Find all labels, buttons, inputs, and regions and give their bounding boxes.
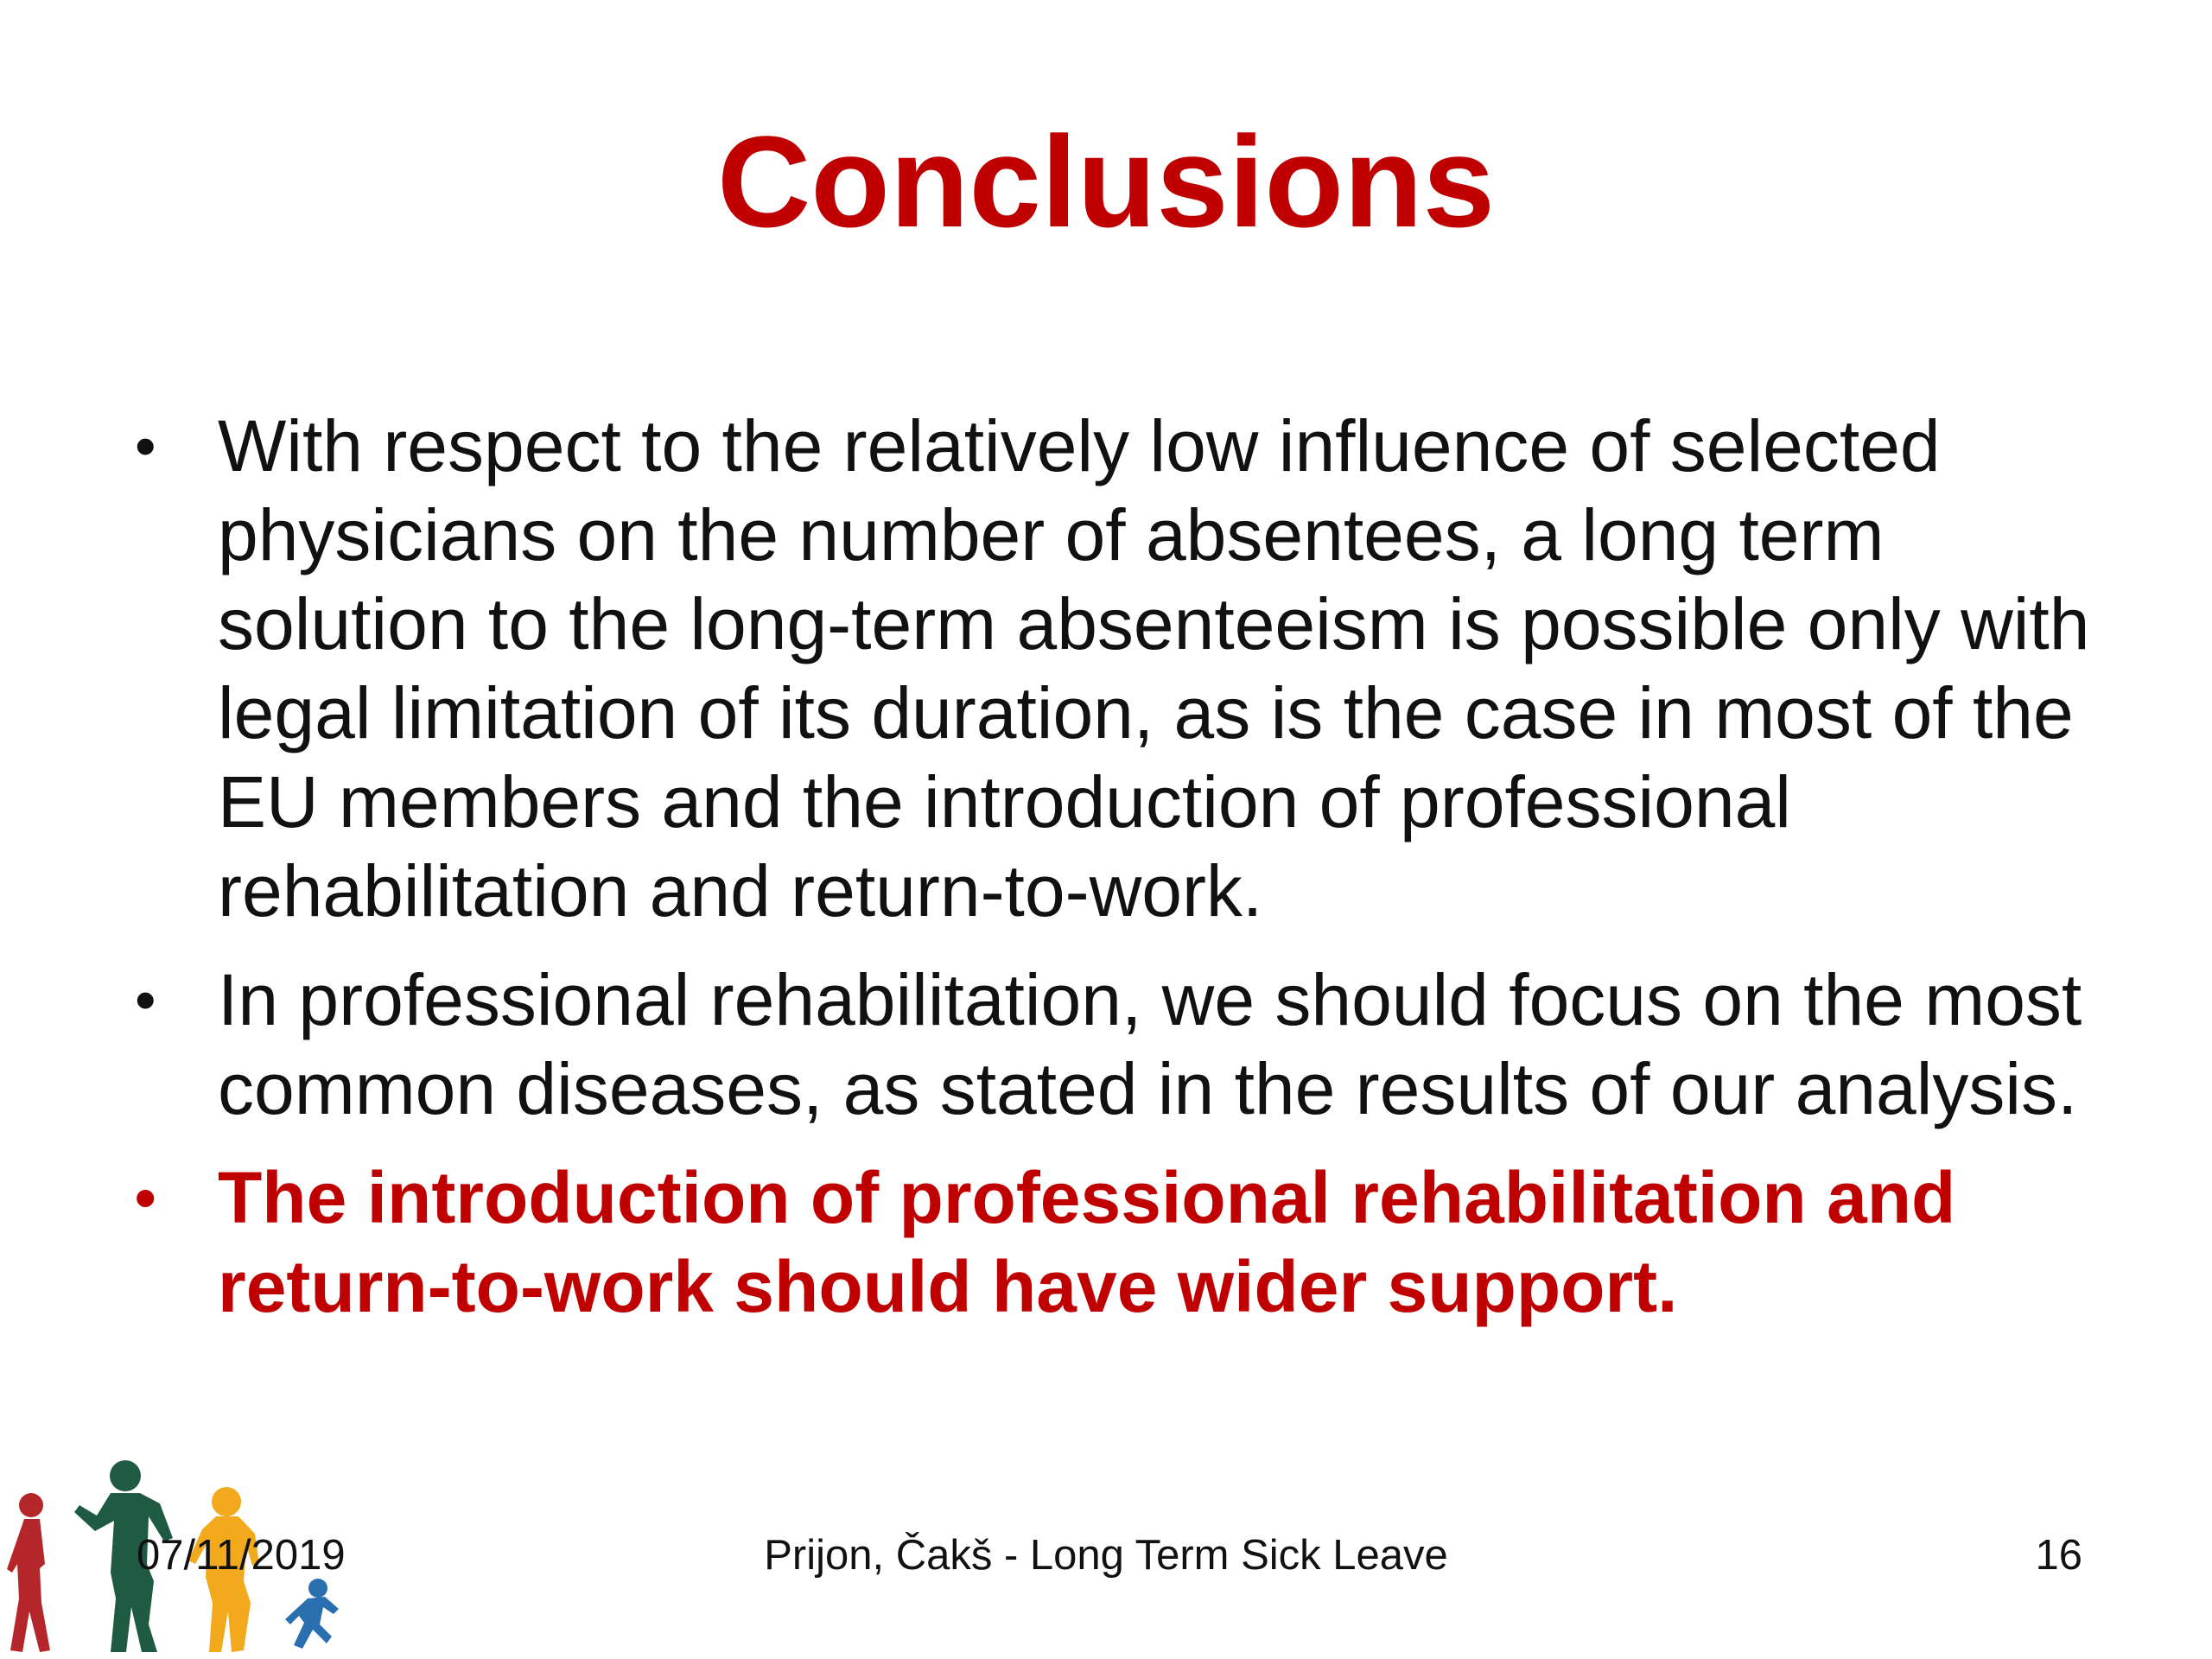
bullet-marker: •: [135, 1164, 156, 1231]
bullet-item: [130, 956, 2117, 1134]
slide-title: Conclusions: [716, 109, 1496, 254]
bullet-item-emphasis: [130, 1154, 2117, 1332]
bullet-marker: •: [135, 412, 156, 480]
bullet-list: [130, 402, 2117, 1351]
bullet-text: In professional rehabilitation, we should focus on the most common diseases, as stated in the results of our analysis.: [218, 959, 2082, 1129]
bullet-marker: •: [135, 966, 156, 1033]
footer-date: 07/11/2019: [137, 1532, 346, 1579]
red-figure-icon: [7, 1493, 50, 1652]
bullet-text: With respect to the relatively low influence of selected physicians on the number of absentees, a long term solution to the long-term absenteeism is possible only with legal limitation of its duration, as is the case in most of the EU members and the introduction of professional rehabilitation and return-to-work.: [218, 405, 2090, 931]
footer-presentation-title: Prijon, Čakš - Long Term Sick Leave: [764, 1532, 1448, 1579]
footer-page-number: 16: [2035, 1532, 2082, 1579]
blue-figure-icon: [285, 1579, 339, 1649]
bullet-text: The introduction of professional rehabilitation and return-to-work should have wider support.: [218, 1157, 1956, 1327]
bullet-item: [130, 402, 2117, 936]
